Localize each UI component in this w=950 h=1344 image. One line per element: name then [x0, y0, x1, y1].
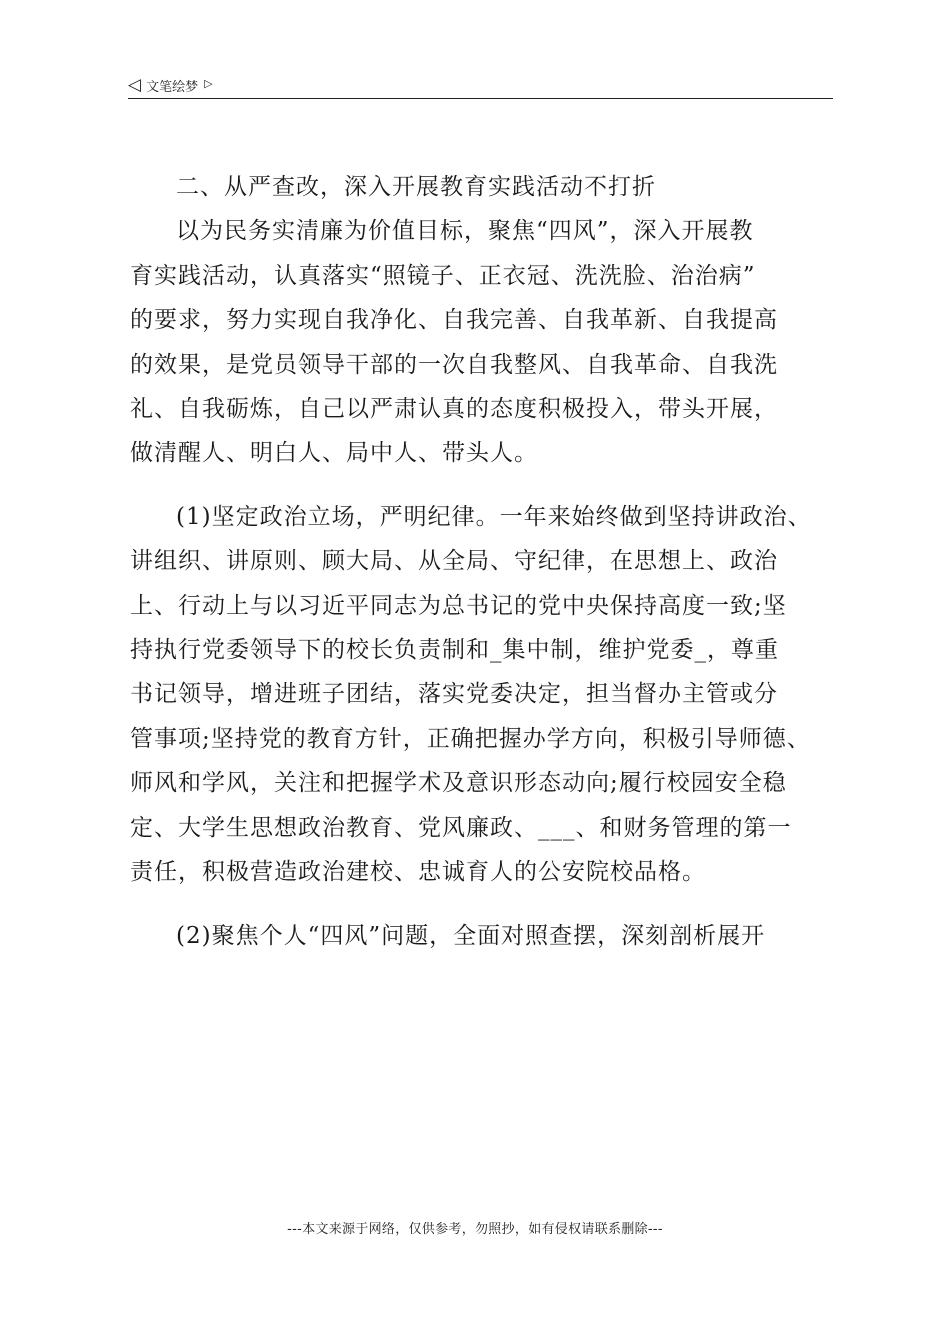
paragraph: [130, 495, 850, 895]
text-line: 的效果，是党员领导干部的一次自我整风、自我革命、自我洗: [130, 351, 778, 378]
text-line: 管事项;坚持党的教育方针，正确把握办学方向，积极引导师德、: [130, 725, 811, 752]
triangle-right-icon: ▷: [204, 76, 213, 90]
paragraph: [130, 209, 850, 475]
text-line: 责任，积极营造政治建校、忠诚育人的公安院校品格。: [130, 859, 706, 886]
document-body: [130, 165, 850, 958]
text-line: 礼、自我砺炼，自己以严肃认真的态度积极投入，带头开展，: [130, 396, 778, 423]
text-line: 持执行党委领导下的校长负责制和_集中制，维护党委_，尊重: [130, 637, 779, 664]
text-line: 的要求，努力实现自我净化、自我完善、自我革新、自我提高: [130, 307, 778, 334]
header-divider: [128, 98, 833, 99]
triangle-left-icon: ◁: [128, 74, 142, 95]
paragraph-spacer: [130, 476, 850, 495]
text-line: 师风和学风，关注和把握学术及意识形态动向;履行校园安全稳: [130, 770, 787, 797]
text-line: 二、从严查改，深入开展教育实践活动不打折: [176, 174, 656, 200]
text-line: 书记领导，增进班子团结，落实党委决定，担当督办主管或分: [130, 681, 778, 708]
text-line: 育实践活动，认真落实“照镜子、正衣冠、洗洗脸、治治病”: [130, 262, 756, 289]
paragraph: [130, 914, 850, 958]
text-line: (2)聚焦个人“四风”问题，全面对照查摆，深刻剖析展开: [176, 922, 766, 949]
page-footer: ---本文来源于网络，仅供参考，勿照抄，如有侵权请联系删除---: [287, 1222, 663, 1237]
text-line: 定、大学生思想政治教育、党风廉政、___、和财务管理的第一: [130, 814, 792, 841]
text-line: (1)坚定政治立场，严明纪律。一年来始终做到坚持讲政治、: [176, 503, 812, 530]
page-header: [128, 72, 833, 98]
paragraph-spacer: [130, 895, 850, 914]
text-line: 上、行动上与以习近平同志为总书记的党中央保持高度一致;坚: [130, 592, 787, 619]
text-line: 以为民务实清廉为价值目标，聚焦“四风”，深入开展教: [176, 218, 754, 245]
header-title: 文笔绘梦: [146, 79, 199, 95]
section-heading: [130, 165, 850, 209]
text-line: 做清醒人、明白人、局中人、带头人。: [130, 440, 538, 467]
text-line: 讲组织、讲原则、顾大局、从全局、守纪律，在思想上、政治: [130, 548, 778, 575]
